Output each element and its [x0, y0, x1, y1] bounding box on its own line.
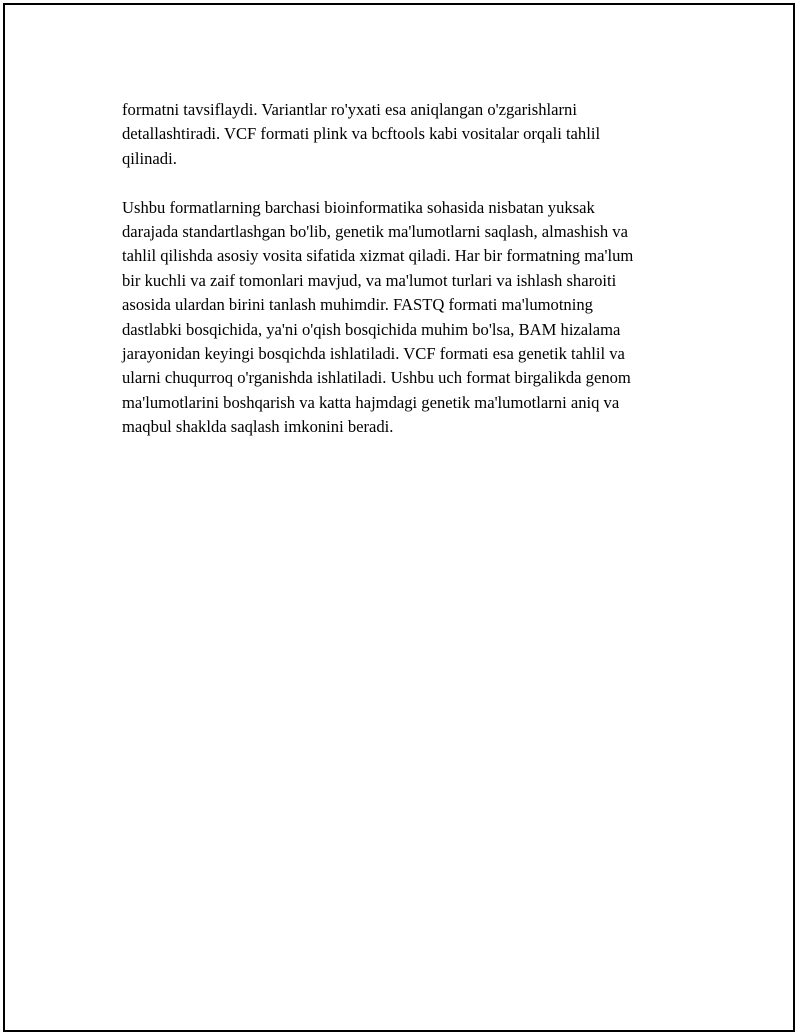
- text-line: qilinadi.: [122, 148, 177, 168]
- text-line: asosida ulardan birini tanlash muhimdir. FASTQ formati ma'lumotning: [122, 295, 593, 315]
- text-line: Ushbu formatlarning barchasi bioinformatika sohasida nisbatan yuksak: [122, 197, 595, 217]
- page-frame: [3, 3, 795, 1032]
- text-line: ularni chuqurroq o'rganishda ishlatiladi. Ushbu uch format birgalikda genom: [122, 368, 631, 388]
- text-line: dastlabki bosqichida, ya'ni o'qish bosqichida muhim bo'lsa, BAM hizalama: [122, 319, 621, 339]
- page-content: [122, 98, 697, 464]
- text-line: jarayonidan keyingi bosqichda ishlatiladi. VCF formati esa genetik tahlil va: [122, 344, 625, 364]
- text-line: tahlil qilishda asosiy vosita sifatida xizmat qiladi. Har bir formatning ma'lum: [122, 246, 634, 266]
- text-line: formatni tavsiflaydi. Variantlar ro'yxati esa aniqlangan o'zgarishlarni: [122, 100, 577, 119]
- text-line: bir kuchli va zaif tomonlari mavjud, va ma'lumot turlari va ishlash sharoiti: [122, 270, 617, 290]
- paragraph-1: [122, 98, 697, 171]
- text-line: ma'lumotlarini boshqarish va katta hajmdagi genetik ma'lumotlarni aniq va: [122, 392, 620, 412]
- paragraph-2: [122, 196, 697, 440]
- text-line: maqbul shaklda saqlash imkonini beradi.: [122, 417, 394, 437]
- text-line: detallashtiradi. VCF formati plink va bcftools kabi vositalar orqali tahlil: [122, 124, 601, 144]
- text-line: darajada standartlashgan bo'lib, genetik ma'lumotlarni saqlash, almashish va: [122, 222, 628, 242]
